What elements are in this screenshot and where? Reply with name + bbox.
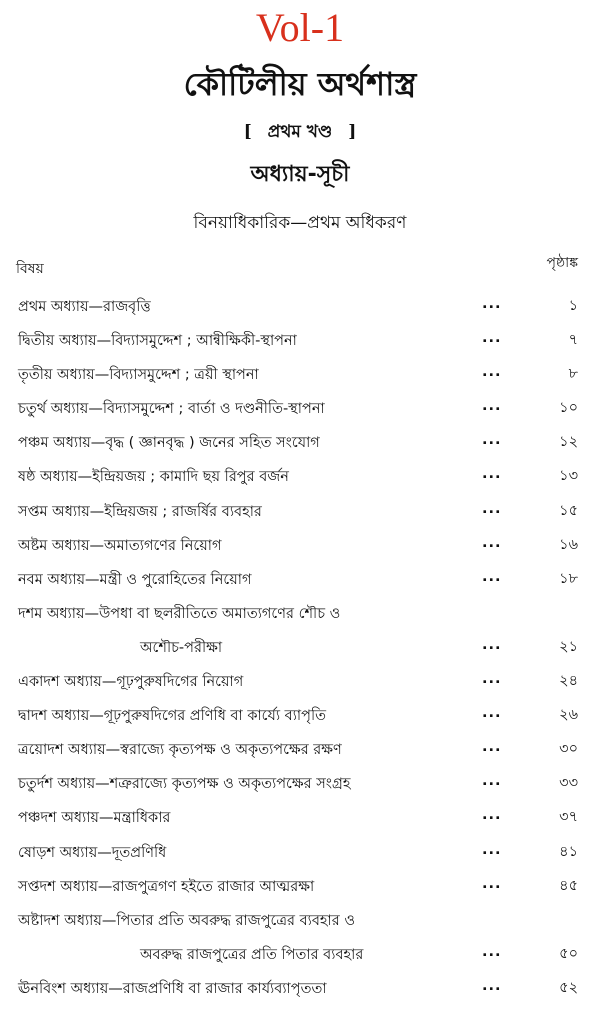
page-number: ১৫	[559, 502, 578, 519]
leader-dots: ...	[482, 296, 502, 312]
toc-entry	[0, 836, 600, 870]
leader-dots: ...	[482, 432, 502, 449]
toc-entry	[0, 733, 600, 767]
toc-entry	[0, 495, 600, 529]
page-number: ১৬	[559, 536, 578, 553]
column-header-subject: বিষয়	[16, 261, 44, 277]
entry-title: প্রথম অধ্যায়—রাজবৃত্তি	[18, 299, 151, 315]
leader-dots: ...	[482, 330, 502, 347]
page-number: ২৪	[559, 673, 578, 690]
entry-title: তৃতীয় অধ্যায়—বিদ্যাসমুদ্দেশ ; ত্রয়ী স্থাপনা	[18, 367, 259, 384]
toc-entry	[0, 290, 600, 324]
toc-entry	[0, 801, 600, 835]
page-number: ৮	[568, 366, 578, 383]
leader-dots: ...	[482, 568, 502, 585]
entry-title: পঞ্চম অধ্যায়—বৃদ্ধ ( জ্ঞানবৃদ্ধ ) জনের সহিত সংযোগ	[18, 435, 320, 452]
leader-dots: ...	[482, 875, 502, 892]
leader-dots: ...	[482, 398, 502, 415]
leader-dots: ...	[482, 943, 502, 960]
page-number: ১৩	[559, 468, 578, 485]
toc-entry	[0, 563, 600, 597]
leader-dots: ...	[482, 807, 502, 824]
entry-title: নবম অধ্যায়—মন্ত্রী ও পুরোহিতের নিয়োগ	[18, 571, 252, 588]
leader-dots: ...	[482, 705, 502, 722]
leader-dots: ...	[482, 773, 502, 790]
entry-title: দশম অধ্যায়—উপধা বা ছলরীতিতে অমাত্যগণের শৌচ ও	[18, 605, 341, 622]
toc-entry	[0, 870, 600, 904]
leader-dots: ...	[482, 534, 502, 551]
page-number: ৪৫	[559, 877, 578, 894]
leader-dots: ...	[482, 466, 502, 483]
toc-entry	[0, 324, 600, 358]
toc-entry	[0, 392, 600, 426]
toc-title: অধ্যায়-সূচী	[250, 162, 350, 187]
toc-entry	[0, 972, 600, 1006]
column-header-page: পৃষ্ঠাঙ্ক	[546, 255, 578, 271]
page-number: ১০	[559, 400, 578, 417]
book-title: কৌটিলীয় অর্থশাস্ত্র	[183, 65, 417, 103]
page-number: ১৮	[559, 570, 578, 587]
leader-dots: ...	[482, 636, 502, 653]
leader-dots: ...	[482, 977, 502, 994]
entry-title: সপ্তম অধ্যায়—ইন্দ্রিয়জয় ; রাজর্ষির ব্যবহার	[18, 503, 262, 520]
bracket-close: ]	[348, 122, 357, 142]
toc-entry	[0, 665, 600, 699]
leader-dots: ...	[482, 500, 502, 517]
page-number: ১	[568, 298, 578, 314]
leader-dots: ...	[482, 841, 502, 858]
page-number: ৫০	[559, 945, 578, 962]
bracket-open: [	[243, 122, 252, 142]
entry-title: অষ্টাদশ অধ্যায়—পিতার প্রতি অবরুদ্ধ রাজপুত্রের ব্যবহার ও	[18, 912, 355, 929]
entry-title: অষ্টম অধ্যায়—অমাত্যগণের নিয়োগ	[18, 537, 222, 554]
page-number: ৫২	[559, 979, 578, 996]
leader-dots: ...	[482, 739, 502, 756]
toc-list	[0, 290, 600, 1006]
toc-entry	[0, 699, 600, 733]
page-number: ৪১	[559, 843, 578, 860]
toc-entry	[0, 426, 600, 460]
toc-entry	[0, 904, 600, 938]
page-number: ৭	[568, 332, 578, 349]
entry-title: দ্বাদশ অধ্যায়—গূঢ়পুরুষদিগের প্রণিধি বা কার্য্যে ব্যাপৃতি	[18, 708, 327, 725]
page-number: ৩৩	[559, 775, 578, 792]
entry-title: ষোড়শ অধ্যায়—দূতপ্রণিধি	[18, 844, 167, 861]
book-heading: বিনয়াধিকারিক—প্রথম অধিকরণ	[193, 213, 407, 233]
entry-title: চতুর্থ অধ্যায়—বিদ্যাসমুদ্দেশ ; বার্তা ও দণ্ডনীতি-স্থাপনা	[18, 401, 325, 418]
part-text: প্রথম খণ্ড	[267, 122, 333, 142]
page-number: ২১	[559, 638, 578, 655]
toc-entry-continuation	[0, 631, 600, 665]
entry-title: একাদশ অধ্যায়—গূঢ়পুরুষদিগের নিয়োগ	[18, 674, 244, 691]
part-label	[0, 120, 600, 144]
entry-title: চতুর্দশ অধ্যায়—শত্রুরাজ্যে কৃত্যপক্ষ ও অকৃত্যপক্ষের সংগ্রহ	[18, 776, 351, 793]
toc-entry	[0, 767, 600, 801]
toc-entry	[0, 597, 600, 631]
toc-entry	[0, 460, 600, 494]
page-number: ২৬	[559, 707, 578, 724]
entry-title: ষষ্ঠ অধ্যায়—ইন্দ্রিয়জয় ; কামাদি ছয় রিপুর বর্জন	[18, 469, 289, 486]
page-number: ৩০	[559, 741, 578, 758]
volume-label: Vol-1	[255, 5, 345, 50]
entry-title: পঞ্চদশ অধ্যায়—মন্ত্রাধিকার	[18, 810, 171, 827]
entry-title: সপ্তদশ অধ্যায়—রাজপুত্রগণ হইতে রাজার আত্মরক্ষা	[18, 878, 315, 895]
entry-title: অবরুদ্ধ রাজপুত্রের প্রতি পিতার ব্যবহার	[140, 946, 364, 963]
leader-dots: ...	[482, 364, 502, 381]
toc-entry	[0, 358, 600, 392]
entry-title: অশৌচ-পরীক্ষা	[140, 639, 223, 656]
toc-entry-continuation	[0, 938, 600, 972]
entry-title: ঊনবিংশ অধ্যায়—রাজপ্রণিধি বা রাজার কার্য্যব্যাপৃততা	[18, 980, 327, 997]
toc-entry	[0, 529, 600, 563]
entry-title: ত্রয়োদশ অধ্যায়—স্বরাজ্যে কৃত্যপক্ষ ও অকৃত্যপক্ষের রক্ষণ	[18, 742, 342, 759]
page-number: ১২	[559, 434, 578, 451]
page-number: ৩৭	[559, 809, 578, 826]
leader-dots: ...	[482, 671, 502, 688]
entry-title: দ্বিতীয় অধ্যায়—বিদ্যাসমুদ্দেশ ; আন্বীক্ষিকী-স্থাপনা	[18, 333, 297, 350]
